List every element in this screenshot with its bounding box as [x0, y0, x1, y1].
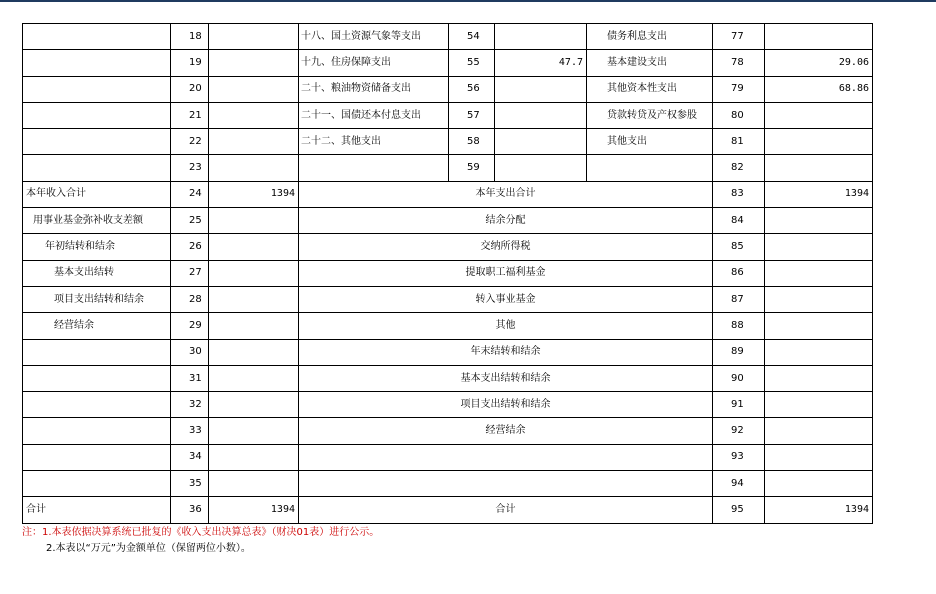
row-index-cell: 94	[713, 471, 765, 497]
table-row	[23, 444, 873, 470]
income-amount-cell	[209, 260, 299, 286]
expense-subitem-cell: 债务利息支出	[587, 24, 713, 50]
row-index-cell: 21	[171, 102, 209, 128]
row-index-cell: 27	[171, 260, 209, 286]
income-amount-cell	[209, 155, 299, 181]
row-index-cell: 91	[713, 392, 765, 418]
expense-amount-cell	[495, 155, 587, 181]
table-row	[23, 181, 873, 207]
expense-amount-cell	[495, 24, 587, 50]
expense-amount-cell	[765, 208, 873, 234]
row-index-cell: 58	[449, 129, 495, 155]
income-amount-cell	[209, 392, 299, 418]
row-index-cell: 92	[713, 418, 765, 444]
expense-amount-cell	[765, 392, 873, 418]
table-row	[23, 208, 873, 234]
income-item-cell: 本年收入合计	[23, 181, 171, 207]
income-amount-cell	[209, 339, 299, 365]
income-item-cell	[23, 365, 171, 391]
table-row	[23, 313, 873, 339]
row-index-cell: 89	[713, 339, 765, 365]
expense-summary-cell: 合计	[299, 497, 713, 523]
expense-amount-cell	[765, 339, 873, 365]
row-index-cell: 93	[713, 444, 765, 470]
expense-amount-cell	[765, 471, 873, 497]
row-index-cell: 29	[171, 313, 209, 339]
row-index-cell: 56	[449, 76, 495, 102]
expense-subitem-cell: 其他支出	[587, 129, 713, 155]
expense-amount-cell: 1394	[765, 497, 873, 523]
expense-amount-cell: 47.7	[495, 50, 587, 76]
expense-summary-cell: 转入事业基金	[299, 286, 713, 312]
row-index-cell: 90	[713, 365, 765, 391]
expense-amount-cell	[495, 102, 587, 128]
expense-subamount-cell	[765, 24, 873, 50]
table-row	[23, 260, 873, 286]
income-amount-cell	[209, 365, 299, 391]
row-index-cell: 20	[171, 76, 209, 102]
expense-subamount-cell: 29.06	[765, 50, 873, 76]
row-index-cell: 35	[171, 471, 209, 497]
row-index-cell: 24	[171, 181, 209, 207]
income-item-cell	[23, 102, 171, 128]
table-row	[23, 392, 873, 418]
income-item-cell: 项目支出结转和结余	[23, 286, 171, 312]
expense-category-cell	[299, 155, 449, 181]
expense-subitem-cell: 其他资本性支出	[587, 76, 713, 102]
income-amount-cell	[209, 129, 299, 155]
income-item-cell	[23, 392, 171, 418]
row-index-cell: 86	[713, 260, 765, 286]
income-amount-cell	[209, 50, 299, 76]
income-item-cell	[23, 24, 171, 50]
table-row	[23, 365, 873, 391]
row-index-cell: 34	[171, 444, 209, 470]
table-row	[23, 24, 873, 50]
expense-summary-cell: 基本支出结转和结余	[299, 365, 713, 391]
income-item-cell: 经营结余	[23, 313, 171, 339]
income-item-cell	[23, 155, 171, 181]
income-amount-cell	[209, 208, 299, 234]
table-row	[23, 155, 873, 181]
expense-amount-cell	[765, 260, 873, 286]
expense-summary-cell: 年末结转和结余	[299, 339, 713, 365]
income-amount-cell	[209, 444, 299, 470]
table-row	[23, 102, 873, 128]
row-index-cell: 80	[713, 102, 765, 128]
income-amount-cell	[209, 24, 299, 50]
table-row	[23, 234, 873, 260]
table-row	[23, 50, 873, 76]
row-index-cell: 79	[713, 76, 765, 102]
row-index-cell: 95	[713, 497, 765, 523]
expense-amount-cell	[765, 313, 873, 339]
income-amount-cell	[209, 102, 299, 128]
expense-category-cell: 二十一、国债还本付息支出	[299, 102, 449, 128]
row-index-cell: 26	[171, 234, 209, 260]
expense-amount-cell: 1394	[765, 181, 873, 207]
income-item-cell	[23, 129, 171, 155]
row-index-cell: 85	[713, 234, 765, 260]
income-item-cell	[23, 339, 171, 365]
row-index-cell: 57	[449, 102, 495, 128]
row-index-cell: 84	[713, 208, 765, 234]
expense-subamount-cell	[765, 102, 873, 128]
table-row	[23, 339, 873, 365]
row-index-cell: 31	[171, 365, 209, 391]
expense-category-cell: 二十二、其他支出	[299, 129, 449, 155]
income-amount-cell	[209, 234, 299, 260]
footnotes	[22, 525, 379, 557]
table-row	[23, 76, 873, 102]
expense-amount-cell	[495, 76, 587, 102]
income-item-cell	[23, 418, 171, 444]
row-index-cell: 18	[171, 24, 209, 50]
row-index-cell: 87	[713, 286, 765, 312]
income-item-cell: 用事业基金弥补收支差额	[23, 208, 171, 234]
expense-summary-cell: 项目支出结转和结余	[299, 392, 713, 418]
income-amount-cell	[209, 418, 299, 444]
expense-subitem-cell: 贷款转贷及产权参股	[587, 102, 713, 128]
window-top-border	[0, 0, 936, 2]
income-amount-cell	[209, 313, 299, 339]
row-index-cell: 33	[171, 418, 209, 444]
expense-summary-cell	[299, 471, 713, 497]
final-accounts-table	[22, 23, 873, 524]
expense-subamount-cell	[765, 155, 873, 181]
row-index-cell: 28	[171, 286, 209, 312]
table-row	[23, 418, 873, 444]
row-index-cell: 55	[449, 50, 495, 76]
footnote-2: 2.本表以“万元”为金额单位（保留两位小数）。	[46, 543, 251, 554]
income-item-cell	[23, 50, 171, 76]
row-index-cell: 81	[713, 129, 765, 155]
row-index-cell: 88	[713, 313, 765, 339]
row-index-cell: 54	[449, 24, 495, 50]
row-index-cell: 19	[171, 50, 209, 76]
expense-category-cell: 十九、住房保障支出	[299, 50, 449, 76]
row-index-cell: 59	[449, 155, 495, 181]
income-item-cell: 基本支出结转	[23, 260, 171, 286]
row-index-cell: 32	[171, 392, 209, 418]
expense-summary-cell: 提取职工福利基金	[299, 260, 713, 286]
expense-amount-cell	[765, 365, 873, 391]
income-amount-cell: 1394	[209, 497, 299, 523]
table-row	[23, 471, 873, 497]
expense-summary-cell: 本年支出合计	[299, 181, 713, 207]
expense-summary-cell: 其他	[299, 313, 713, 339]
row-index-cell: 77	[713, 24, 765, 50]
expense-summary-cell	[299, 444, 713, 470]
table-body	[23, 24, 873, 524]
income-item-cell	[23, 444, 171, 470]
row-index-cell: 23	[171, 155, 209, 181]
row-index-cell: 25	[171, 208, 209, 234]
expense-amount-cell	[765, 444, 873, 470]
expense-subitem-cell	[587, 155, 713, 181]
expense-amount-cell	[765, 234, 873, 260]
expense-summary-cell: 交纳所得税	[299, 234, 713, 260]
income-item-cell	[23, 76, 171, 102]
expense-amount-cell	[765, 418, 873, 444]
expense-subamount-cell: 68.86	[765, 76, 873, 102]
table-row	[23, 129, 873, 155]
expense-subamount-cell	[765, 129, 873, 155]
table-row	[23, 286, 873, 312]
row-index-cell: 36	[171, 497, 209, 523]
footnote-1: 注：1.本表依据决算系统已批复的《收入支出决算总表》（财决01表）进行公示。	[22, 527, 380, 538]
income-amount-cell	[209, 76, 299, 102]
row-index-cell: 78	[713, 50, 765, 76]
expense-category-cell: 二十、粮油物资储备支出	[299, 76, 449, 102]
expense-amount-cell	[765, 286, 873, 312]
expense-subitem-cell: 基本建设支出	[587, 50, 713, 76]
row-index-cell: 83	[713, 181, 765, 207]
expense-category-cell: 十八、国土资源气象等支出	[299, 24, 449, 50]
income-item-cell	[23, 471, 171, 497]
row-index-cell: 22	[171, 129, 209, 155]
expense-summary-cell: 结余分配	[299, 208, 713, 234]
income-amount-cell: 1394	[209, 181, 299, 207]
expense-summary-cell: 经营结余	[299, 418, 713, 444]
income-item-cell: 年初结转和结余	[23, 234, 171, 260]
income-amount-cell	[209, 286, 299, 312]
row-index-cell: 82	[713, 155, 765, 181]
table-row	[23, 497, 873, 523]
expense-amount-cell	[495, 129, 587, 155]
income-amount-cell	[209, 471, 299, 497]
income-item-cell: 合计	[23, 497, 171, 523]
row-index-cell: 30	[171, 339, 209, 365]
